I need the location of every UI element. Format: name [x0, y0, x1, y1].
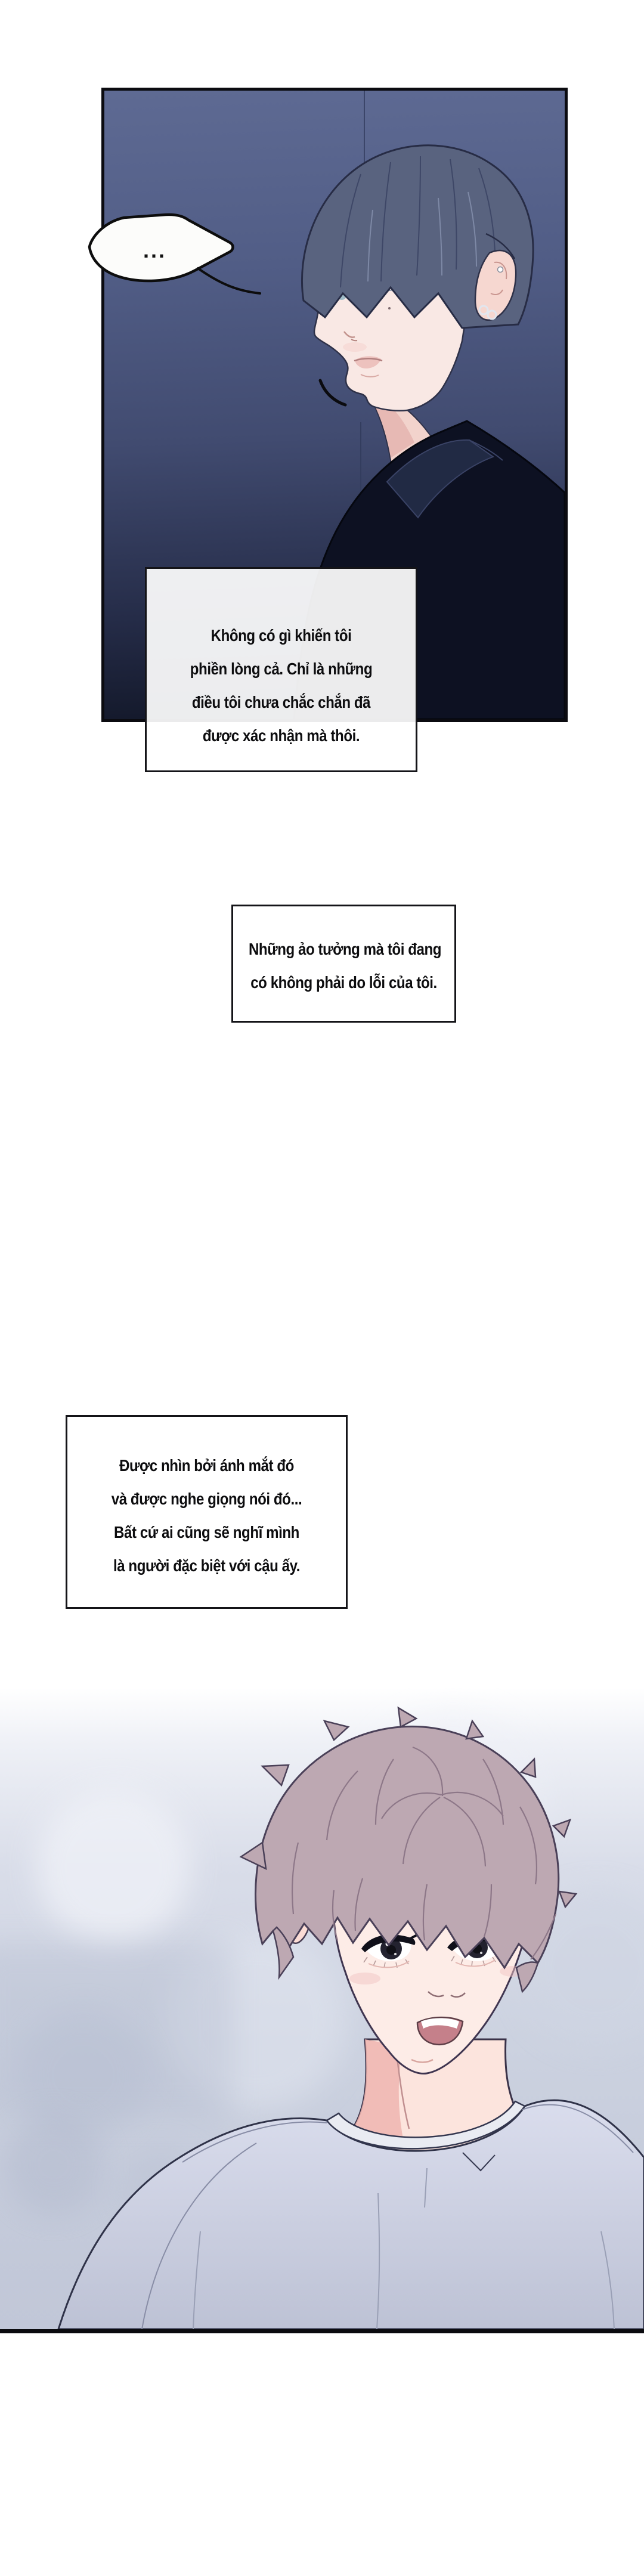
- speech-bubble-tail: [198, 268, 260, 293]
- caption-line: Không có gì khiến tôi: [210, 626, 352, 645]
- caption-line: là người đặc biệt với cậu ấy.: [113, 1556, 301, 1575]
- panel-bottom-illustration: [0, 1688, 644, 2329]
- caption-line: và được nghe giọng nói đó...: [111, 1490, 302, 1508]
- caption-3-text: [87, 1449, 327, 1583]
- caption-line: điều tôi chưa chắc chắn đã: [191, 693, 371, 711]
- panel-bottom-border-line: [0, 2329, 644, 2333]
- panel-bottom: [0, 1688, 644, 2329]
- speech-bubble-text: ...: [143, 238, 167, 262]
- caption-1-text: [166, 619, 397, 753]
- caption-line: Bất cứ ai cũng sẽ nghĩ mình: [114, 1523, 299, 1541]
- cheek-mole: [388, 307, 391, 309]
- caption-line: Được nhìn bởi ánh mắt đó: [119, 1456, 294, 1475]
- caption-box-1: [145, 567, 417, 772]
- cheek-blush: [343, 342, 367, 352]
- accent-stroke: [320, 380, 345, 405]
- caption-line: phiền lòng cả. Chỉ là những: [190, 660, 373, 678]
- blush-left: [349, 1973, 380, 1984]
- caption-line: được xác nhận mà thôi.: [202, 726, 360, 745]
- speech-bubble: [76, 210, 273, 314]
- caption-line: có không phải do lỗi của tôi.: [250, 973, 437, 992]
- ear-stud: [498, 267, 503, 273]
- caption-line: Những ảo tưởng mà tôi đang: [248, 940, 442, 958]
- caption-box-3: [66, 1415, 348, 1609]
- caption-box-2: [231, 905, 456, 1023]
- caption-2-text: [248, 933, 442, 999]
